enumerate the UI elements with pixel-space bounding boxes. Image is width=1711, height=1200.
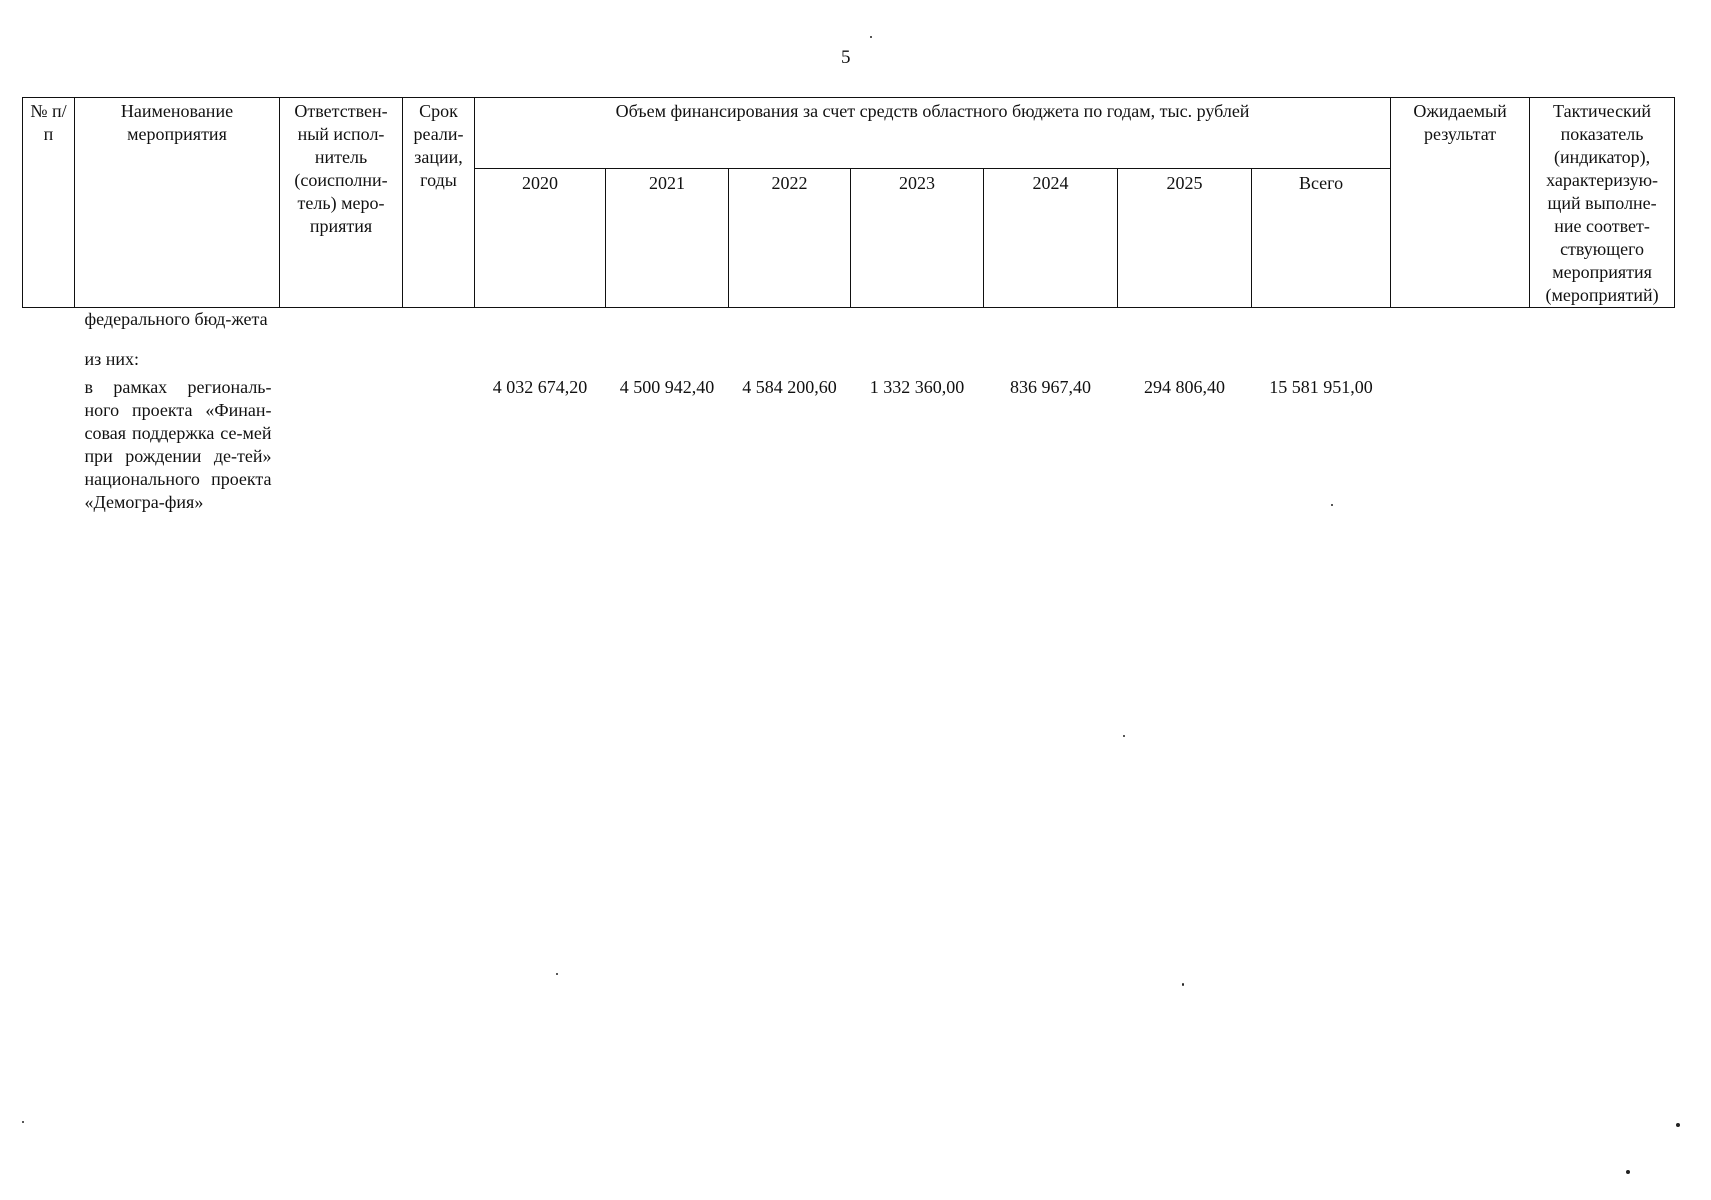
header-result: Ожидаемый результат xyxy=(1391,98,1530,308)
row-period xyxy=(403,308,475,349)
scan-speck xyxy=(1123,735,1125,737)
header-year-2024: 2024 xyxy=(984,169,1118,308)
row-indicator xyxy=(1530,348,1675,376)
value-2023 xyxy=(851,308,984,349)
scan-speck xyxy=(870,36,872,38)
table-row xyxy=(23,308,1675,349)
value-total xyxy=(1252,348,1391,376)
scan-speck xyxy=(1182,983,1184,986)
value-2021 xyxy=(606,308,729,349)
funding-table xyxy=(22,97,1675,514)
scan-speck xyxy=(1331,504,1333,506)
header-total: Всего xyxy=(1252,169,1391,308)
row-executor xyxy=(280,308,403,349)
table-row xyxy=(23,348,1675,376)
value-2021: 4 500 942,40 xyxy=(619,377,715,397)
header-period: Срок реали-зации, годы xyxy=(403,98,475,308)
table-row xyxy=(23,376,1675,514)
value-2024 xyxy=(984,308,1118,349)
value-2023 xyxy=(851,348,984,376)
row-num xyxy=(23,308,75,349)
row-name: федерального бюд-жета xyxy=(84,309,268,329)
value-2020 xyxy=(475,348,606,376)
header-row-top xyxy=(23,98,1675,169)
header-funding: Объем финансирования за счет средств областного бюджета по годам, тыс. рублей xyxy=(475,98,1391,169)
row-num xyxy=(23,376,75,514)
value-2022 xyxy=(729,348,851,376)
header-num: № п/п xyxy=(23,98,75,308)
row-result xyxy=(1391,348,1530,376)
value-2021 xyxy=(606,348,729,376)
row-indicator xyxy=(1530,308,1675,349)
scan-speck xyxy=(556,973,558,975)
value-2022: 4 584 200,60 xyxy=(742,377,837,397)
header-name: Наименование мероприятия xyxy=(75,98,280,308)
header-year-2023: 2023 xyxy=(851,169,984,308)
row-name: из них: xyxy=(84,349,140,369)
value-2022 xyxy=(729,308,851,349)
header-executor: Ответствен-ный испол-нитель (соисполни-тель) меро-приятия xyxy=(280,98,403,308)
header-year-2022: 2022 xyxy=(729,169,851,308)
row-period xyxy=(403,348,475,376)
scan-speck xyxy=(22,1121,24,1123)
value-2020: 4 032 674,20 xyxy=(492,377,588,397)
row-result xyxy=(1391,376,1530,514)
value-2025 xyxy=(1118,308,1252,349)
header-year-2025: 2025 xyxy=(1118,169,1252,308)
scan-speck xyxy=(1626,1170,1630,1174)
value-total: 15 581 951,00 xyxy=(1269,377,1373,397)
row-indicator xyxy=(1530,376,1675,514)
value-total xyxy=(1252,308,1391,349)
header-indicator: Тактический показатель (индикатор), характеризую-щий выполне-ние соответ-ствующего мероприятия (мероприятий) xyxy=(1530,98,1675,308)
row-name: в рамках региональ-ного проекта «Финан-совая поддержка се-мей при рождении де-тей» национального проекта «Демогра-фия» xyxy=(84,377,272,512)
value-2025: 294 806,40 xyxy=(1144,377,1225,397)
row-num xyxy=(23,348,75,376)
row-result xyxy=(1391,308,1530,349)
header-year-2020: 2020 xyxy=(475,169,606,308)
value-2020 xyxy=(475,308,606,349)
value-2024 xyxy=(984,348,1118,376)
row-executor xyxy=(280,348,403,376)
value-2024: 836 967,40 xyxy=(1010,377,1091,397)
header-year-2021: 2021 xyxy=(606,169,729,308)
scan-speck xyxy=(1676,1123,1680,1127)
page-number: 5 xyxy=(841,47,851,68)
value-2023: 1 332 360,00 xyxy=(869,377,965,397)
row-executor xyxy=(280,376,403,514)
value-2025 xyxy=(1118,348,1252,376)
row-period xyxy=(403,376,475,514)
